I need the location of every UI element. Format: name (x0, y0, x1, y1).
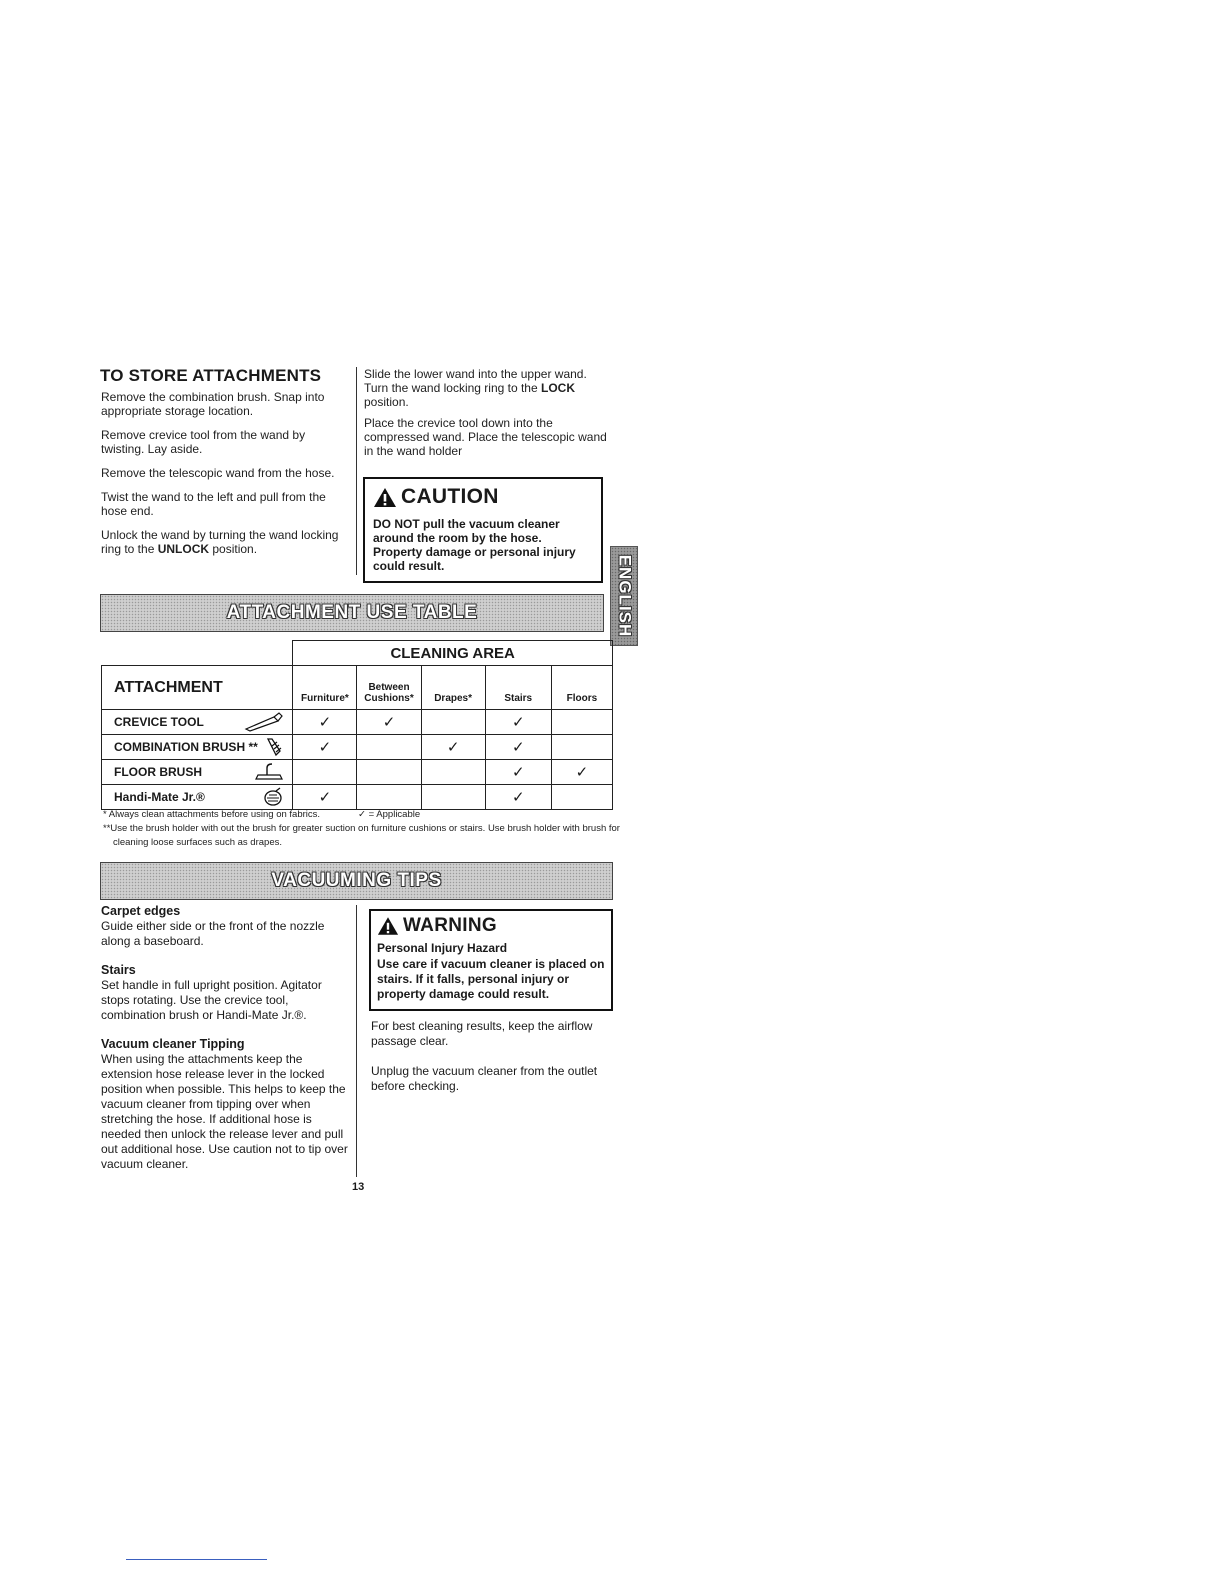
combination-brush-icon (264, 737, 284, 757)
store-step-5: Unlock the wand by turning the wand locking ring to the UNLOCK position. (101, 528, 339, 556)
table-row (102, 735, 613, 760)
page-number: 13 (352, 1181, 365, 1193)
check-mark: ✓ (511, 714, 525, 731)
check-mark: ✓ (511, 764, 525, 781)
col-header-stairs: Stairs (485, 666, 551, 710)
handi-mate-icon (262, 787, 284, 807)
tip-airflow: For best cleaning results, keep the airflow passage clear. (371, 1019, 593, 1048)
brush-holder-note: **Use the brush holder with out the brush for greater suction on furniture cushions or stairs. Use brush holder with brush for cleaning loose surfaces such as drapes. (103, 823, 620, 848)
col-header-drapes: Drapes* (421, 666, 485, 710)
warning-subheading: Personal Injury Hazard (377, 941, 508, 955)
column-divider-bottom (356, 905, 357, 1177)
check-mark: ✓ (446, 739, 460, 756)
table-notes (103, 808, 623, 850)
col-header-furniture: Furniture* (293, 666, 357, 710)
warning-triangle-icon (377, 916, 399, 936)
empty-cell (357, 735, 421, 760)
check-mark: ✓ (382, 714, 396, 731)
check-mark: ✓ (318, 739, 332, 756)
empty-cell (421, 760, 485, 785)
tip-text-tipping: When using the attachments keep the extension hose release lever in the locked position when possible. This helps to keep the vacuum cleaner from tipping over when stretching the hose. If additional hose is needed then unlock the release lever and pull out additional hose. Use caution not to tip over vacuum cleaner. (101, 1052, 348, 1171)
fabric-note: * Always clean attachments before using on fabrics. (103, 809, 321, 820)
tip-heading-tipping: Vacuum cleaner Tipping (101, 1037, 245, 1051)
tip-unplug: Unplug the vacuum cleaner from the outlet before checking. (371, 1064, 598, 1093)
vacuuming-tips-banner: VACUUMING TIPS (100, 862, 613, 900)
store-step-1: Remove the combination brush. Snap into appropriate storage location. (101, 390, 325, 418)
store-step-6: Slide the lower wand into the upper wand. Turn the wand locking ring to the LOCK position. (364, 367, 587, 409)
store-step-7: Place the crevice tool down into the compressed wand. Place the telescopic wand in the wand holder (364, 416, 607, 458)
row-name: Handi-Mate Jr.® (114, 790, 205, 804)
store-step-3: Remove the telescopic wand from the hose. (101, 466, 335, 480)
table-row (102, 785, 613, 810)
store-right-column (364, 367, 614, 465)
attachment-table-banner: ATTACHMENT USE TABLE (100, 594, 604, 632)
caution-box (363, 477, 603, 583)
warning-text: Use care if vacuum cleaner is placed on stairs. If it falls, personal injury or property damage could result. (377, 957, 605, 1001)
empty-cell (357, 785, 421, 810)
empty-cell (421, 785, 485, 810)
footer-rule (126, 1559, 267, 1560)
attachment-use-table (101, 640, 613, 810)
tip-text-carpet-edges: Guide either side or the front of the nozzle along a baseboard. (101, 919, 325, 948)
column-divider-top (356, 367, 357, 575)
row-name: FLOOR BRUSH (114, 765, 202, 779)
crevice-tool-icon (244, 712, 284, 732)
store-step-2: Remove crevice tool from the wand by twisting. Lay aside. (101, 428, 306, 456)
col-header-between-cushions: Between Cushions* (357, 666, 421, 710)
warning-heading: WARNING (377, 915, 606, 937)
attachment-column-header: ATTACHMENT (102, 666, 293, 710)
cleaning-area-header: CLEANING AREA (293, 641, 613, 666)
check-mark: ✓ (318, 714, 332, 731)
tip-heading-stairs: Stairs (101, 963, 136, 977)
warning-triangle-icon (373, 487, 397, 508)
language-tab: ENGLISH (610, 546, 638, 646)
check-mark: ✓ (575, 764, 589, 781)
col-header-floors: Floors (551, 666, 612, 710)
tip-text-stairs: Set handle in full upright position. Agitator stops rotating. Use the crevice tool, combination brush or Handi-Mate Jr.®. (101, 978, 322, 1022)
check-legend: ✓ = Applicable (358, 809, 421, 820)
tips-left-column (101, 904, 349, 1186)
caution-text: DO NOT pull the vacuum cleaner around the room by the hose. Property damage or personal injury could result. (373, 517, 576, 573)
empty-cell (293, 760, 357, 785)
check-mark: ✓ (318, 789, 332, 806)
tips-right-column (371, 1019, 611, 1109)
empty-cell (551, 785, 612, 810)
empty-cell (421, 710, 485, 735)
warning-box (369, 909, 613, 1011)
store-attachments-title: TO STORE ATTACHMENTS (100, 366, 322, 385)
row-name: COMBINATION BRUSH ** (114, 740, 258, 754)
caution-heading: CAUTION (373, 485, 594, 509)
floor-brush-icon (254, 762, 284, 782)
empty-cell (551, 710, 612, 735)
tip-heading-carpet-edges: Carpet edges (101, 904, 181, 918)
empty-cell (551, 735, 612, 760)
table-row (102, 710, 613, 735)
store-left-column (101, 390, 349, 566)
check-mark: ✓ (511, 789, 525, 806)
table-row (102, 760, 613, 785)
row-name: CREVICE TOOL (114, 715, 204, 729)
empty-cell (357, 760, 421, 785)
store-step-4: Twist the wand to the left and pull from the hose end. (101, 490, 326, 518)
check-mark: ✓ (511, 739, 525, 756)
